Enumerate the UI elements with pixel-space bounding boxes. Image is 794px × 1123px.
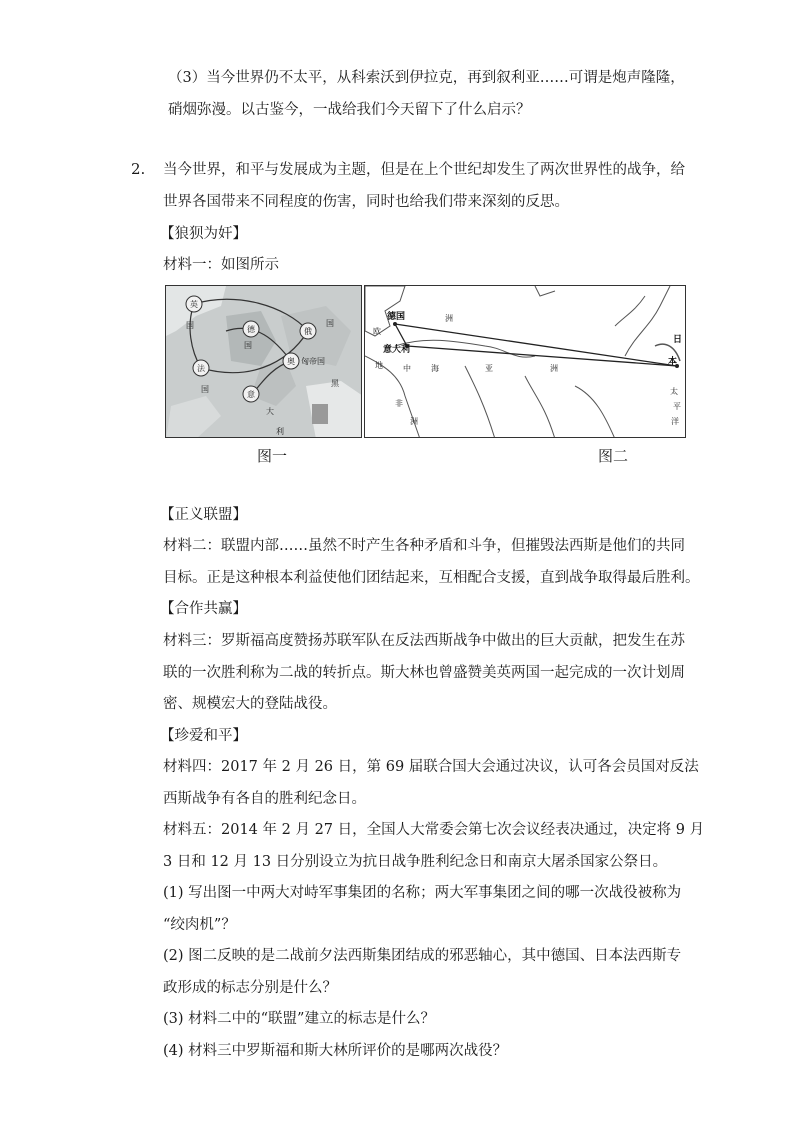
map1-label: 黑 <box>331 379 339 388</box>
map2-label: 中 <box>403 364 411 373</box>
circle-label-italy: 意 <box>247 390 255 399</box>
material-3-line-2: 联的一次胜利称为二战的转折点。斯大林也曾盛赞美英两国一起完成的一次计划周 <box>163 665 685 681</box>
figure-2-map <box>364 285 686 438</box>
sub-question-3: (3) 材料二中的“联盟”建立的标志是什么？ <box>163 1011 435 1027</box>
sub-question-2-line-1: (2) 图二反映的是二战前夕法西斯集团结成的邪恶轴心，其中德国、日本法西斯专 <box>163 948 682 964</box>
figure-1-map <box>165 285 362 438</box>
map1-label: 大 <box>266 407 274 416</box>
question-number: 2. <box>131 160 146 178</box>
map2-label: 洲 <box>550 364 558 373</box>
map2-label: 非 <box>395 399 403 408</box>
place-japan-2: 本 <box>668 357 678 367</box>
section-heading-3: 【合作共赢】 <box>160 601 247 617</box>
q3-line-1: （3）当今世界仍不太平，从科索沃到伊拉克，再到叙利亚……可谓是炮声隆隆， <box>168 70 685 86</box>
sub-question-4: (4) 材料三中罗斯福和斯大林所评价的是哪两次战役？ <box>163 1043 508 1059</box>
map2-label: 洲 <box>445 314 453 323</box>
figures <box>165 285 686 438</box>
map1-label: 利 <box>276 427 284 436</box>
map2-label: 太 <box>670 387 678 396</box>
material-5-line-1: 材料五：2014 年 2 月 27 日，全国人大常委会第七次会议经表决通过，决定将 9 月 <box>163 822 705 838</box>
section-heading-4: 【珍爱和平】 <box>160 728 247 744</box>
circle-label-britain: 英 <box>190 300 198 309</box>
figure-1-caption: 图一 <box>257 447 288 465</box>
material-2-line-2: 目标。正是这种根本利益使他们团结起来，互相配合支援，直到战争取得最后胜利。 <box>163 570 700 586</box>
intro-line-1: 当今世界，和平与发展成为主题，但是在上个世纪却发生了两次世界性的战争，给 <box>163 162 685 178</box>
material-3-line-1: 材料三：罗斯福高度赞扬苏联军队在反法西斯战争中做出的巨大贡献，把发生在苏 <box>163 633 685 649</box>
sub-question-1-line-2: “绞肉机”？ <box>163 917 236 933</box>
place-italy: 意大利 <box>383 345 411 355</box>
material-4-line-1: 材料四：2017 年 2 月 26 日，第 69 届联合国大会通过决议，认可各会员国对反法 <box>163 759 699 775</box>
sub-question-2-line-2: 政形成的标志分别是什么？ <box>163 980 337 996</box>
map1-label: 国 <box>326 319 334 328</box>
material-2-line-1: 材料二：联盟内部……虽然不时产生各种矛盾和斗争，但摧毁法西斯是他们的共同 <box>163 538 685 554</box>
figure-2-caption: 图二 <box>598 447 629 465</box>
map1-label: 匈帝国 <box>301 357 325 366</box>
map1-label: 国 <box>186 321 194 330</box>
map2-label: 欧 <box>373 327 381 336</box>
q3-line-2: 硝烟弥漫。以古鉴今，一战给我们今天留下了什么启示？ <box>168 102 531 118</box>
circle-label-russia: 俄 <box>304 327 312 336</box>
map2-label: 洲 <box>410 417 418 426</box>
map2-label: 平 <box>673 402 681 411</box>
circle-label-austria: 奥 <box>287 357 295 366</box>
map2-label: 海 <box>431 364 439 373</box>
place-germany: 德国 <box>387 312 406 322</box>
map2-label: 洋 <box>671 417 679 426</box>
material-3-line-3: 密、规模宏大的登陆战役。 <box>163 696 337 712</box>
material-4-line-2: 西斯战争有各自的胜利纪念日。 <box>163 791 366 807</box>
section-heading-2: 【正义联盟】 <box>160 507 247 523</box>
map2-label: 地 <box>375 361 383 370</box>
circle-label-germany: 德 <box>247 325 255 334</box>
place-japan-1: 日 <box>673 335 683 345</box>
circle-label-france: 法 <box>197 364 205 373</box>
map2-label: 亚 <box>485 364 493 373</box>
section-heading-1: 【狼狈为奸】 <box>160 226 247 242</box>
map1-label: 国 <box>201 385 209 394</box>
material-1: 材料一：如图所示 <box>163 257 279 273</box>
sub-question-1-line-1: (1) 写出图一中两大对峙军事集团的名称；两大军事集团之间的哪一次战役被称为 <box>163 885 682 901</box>
intro-line-2: 世界各国带来不同程度的伤害，同时也给我们带来深刻的反思。 <box>163 194 569 210</box>
material-5-line-2: 3 日和 12 月 13 日分别设立为抗日战争胜利纪念日和南京大屠杀国家公祭日。 <box>163 854 668 870</box>
map1-label: 国 <box>244 341 252 350</box>
